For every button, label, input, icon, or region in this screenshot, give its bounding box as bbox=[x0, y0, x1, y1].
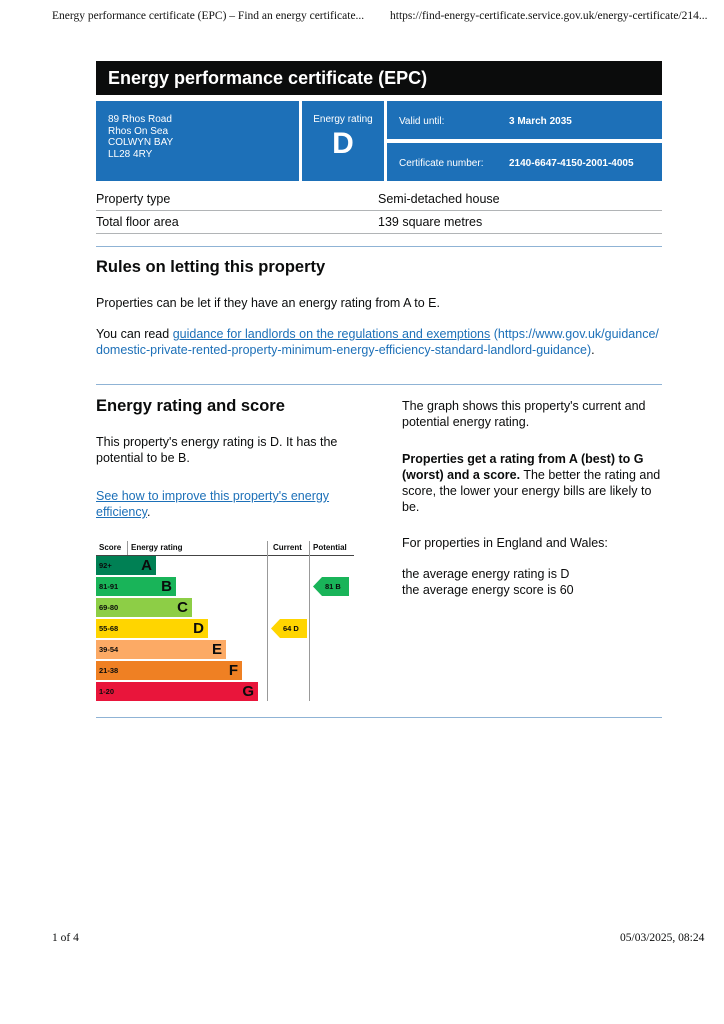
guidance-url-line2[interactable]: domestic-private-rented-property-minimum-energy-efficiency-standard-landlord-guidance) bbox=[96, 343, 592, 357]
band-score-range: 92+ bbox=[99, 561, 112, 570]
certificate-number-box bbox=[387, 143, 662, 181]
chart-divider bbox=[267, 541, 268, 701]
property-address bbox=[96, 101, 299, 181]
address-line: Rhos On Sea bbox=[108, 125, 169, 137]
band-score-range: 69-80 bbox=[99, 603, 119, 612]
rating-explanation-line2-rest: The better the rating and bbox=[520, 468, 661, 482]
rating-band-a bbox=[96, 556, 156, 575]
chart-divider bbox=[127, 541, 128, 555]
rating-band-g bbox=[96, 682, 258, 701]
band-score-range: 39-54 bbox=[99, 645, 119, 654]
chart-header-potential: Potential bbox=[313, 543, 347, 552]
summary-row bbox=[96, 188, 662, 211]
improve-link-suffix: . bbox=[146, 505, 151, 519]
rating-statement bbox=[96, 434, 337, 466]
print-header bbox=[0, 10, 724, 26]
improve-efficiency-link-line2[interactable]: efficiency bbox=[96, 505, 147, 519]
rating-explanation bbox=[402, 451, 660, 515]
england-wales-label: For properties in England and Wales: bbox=[402, 536, 608, 550]
page-number: 1 of 4 bbox=[52, 932, 79, 944]
chart-header bbox=[96, 541, 354, 556]
energy-rating-chart bbox=[96, 541, 354, 701]
average-score: the average energy score is 60 bbox=[402, 583, 574, 597]
chart-header-current: Current bbox=[273, 543, 302, 552]
band-letter: E bbox=[211, 641, 222, 658]
guidance-suffix: . bbox=[591, 343, 595, 357]
potential-rating-label: 81 B bbox=[325, 582, 341, 591]
guidance-prefix: You can read bbox=[96, 327, 173, 341]
improve-efficiency-paragraph bbox=[96, 488, 329, 520]
address-line: 89 Rhos Road bbox=[108, 114, 172, 125]
rating-explanation-line4: be. bbox=[402, 500, 420, 514]
average-rating: the average energy rating is D bbox=[402, 567, 570, 581]
certificate-summary-box bbox=[96, 101, 662, 181]
band-letter: A bbox=[141, 557, 152, 574]
letting-heading: Rules on letting this property bbox=[96, 258, 326, 276]
current-rating-label: 64 D bbox=[283, 624, 299, 633]
energy-rating-letter: D bbox=[332, 127, 354, 160]
rating-explanation-bold-line2: (worst) and a score. bbox=[402, 468, 521, 482]
rating-statement-line1: This property's energy rating is D. It has the bbox=[96, 435, 338, 449]
rating-band-e bbox=[96, 640, 226, 659]
letting-paragraph: Properties can be let if they have an energy rating from A to E. bbox=[96, 296, 440, 310]
certificate-number-label: Certificate number: bbox=[399, 158, 484, 169]
summary-value: 139 square metres bbox=[378, 215, 483, 229]
current-rating-arrow bbox=[271, 619, 307, 638]
improve-efficiency-link-line1[interactable]: See how to improve this property's energy bbox=[96, 489, 330, 503]
certificate-number-value: 2140-6647-4150-2001-4005 bbox=[509, 158, 634, 169]
letting-guidance-paragraph bbox=[96, 326, 666, 358]
landlord-guidance-link[interactable]: guidance for landlords on the regulations and exemptions bbox=[172, 327, 491, 341]
section-divider bbox=[96, 384, 662, 385]
graph-description bbox=[402, 398, 645, 430]
rating-band-c bbox=[96, 598, 192, 617]
band-letter: F bbox=[228, 662, 238, 679]
chart-header-score: Score bbox=[99, 543, 122, 552]
potential-rating-arrow bbox=[313, 577, 349, 596]
address-line: LL28 4RY bbox=[108, 148, 153, 160]
band-score-range: 55-68 bbox=[99, 624, 119, 633]
address-line: COLWYN BAY bbox=[108, 137, 174, 148]
print-header-url: https://find-energy-certificate.service.gov.uk/energy-certificate/214... bbox=[390, 10, 708, 22]
energy-rating-label: Energy rating bbox=[313, 114, 373, 125]
valid-until-label: Valid until: bbox=[399, 116, 445, 127]
page-title: Energy performance certificate (EPC) bbox=[96, 61, 662, 95]
property-summary-table bbox=[96, 188, 662, 234]
rating-band-b bbox=[96, 577, 176, 596]
average-statistics bbox=[402, 566, 574, 598]
band-score-range: 81-91 bbox=[99, 582, 119, 591]
valid-until-value: 3 March 2035 bbox=[509, 116, 572, 127]
band-letter: B bbox=[161, 578, 172, 595]
energy-rating-box bbox=[302, 101, 384, 181]
chart-divider bbox=[309, 541, 310, 701]
graph-description-line1: The graph shows this property's current and bbox=[402, 399, 646, 413]
rating-score-heading: Energy rating and score bbox=[96, 397, 285, 415]
band-letter: D bbox=[193, 620, 204, 637]
band-letter: G bbox=[242, 683, 254, 700]
rating-band-f bbox=[96, 661, 242, 680]
graph-description-line2: potential energy rating. bbox=[402, 415, 530, 429]
summary-key: Property type bbox=[96, 192, 171, 206]
band-letter: C bbox=[177, 599, 188, 616]
summary-value: Semi-detached house bbox=[378, 192, 500, 206]
summary-row bbox=[96, 211, 662, 234]
rating-band-d bbox=[96, 619, 208, 638]
rating-explanation-bold-line1: Properties get a rating from A (best) to G bbox=[402, 452, 644, 466]
chart-header-rating: Energy rating bbox=[131, 543, 183, 552]
rating-explanation-line3: score, the lower your energy bills are likely to bbox=[402, 484, 652, 498]
summary-key: Total floor area bbox=[96, 215, 179, 229]
band-score-range: 21-38 bbox=[99, 666, 119, 675]
print-header-title: Energy performance certificate (EPC) – Find an energy certificate... bbox=[52, 10, 365, 22]
rating-statement-line2: potential to be B. bbox=[96, 451, 190, 465]
guidance-url-line1[interactable]: (https://www.gov.uk/guidance/ bbox=[490, 327, 659, 341]
band-score-range: 1-20 bbox=[99, 687, 115, 696]
valid-until-box bbox=[387, 101, 662, 139]
section-divider bbox=[96, 717, 662, 718]
print-datetime: 05/03/2025, 08:24 bbox=[620, 932, 705, 944]
section-divider bbox=[96, 246, 662, 247]
